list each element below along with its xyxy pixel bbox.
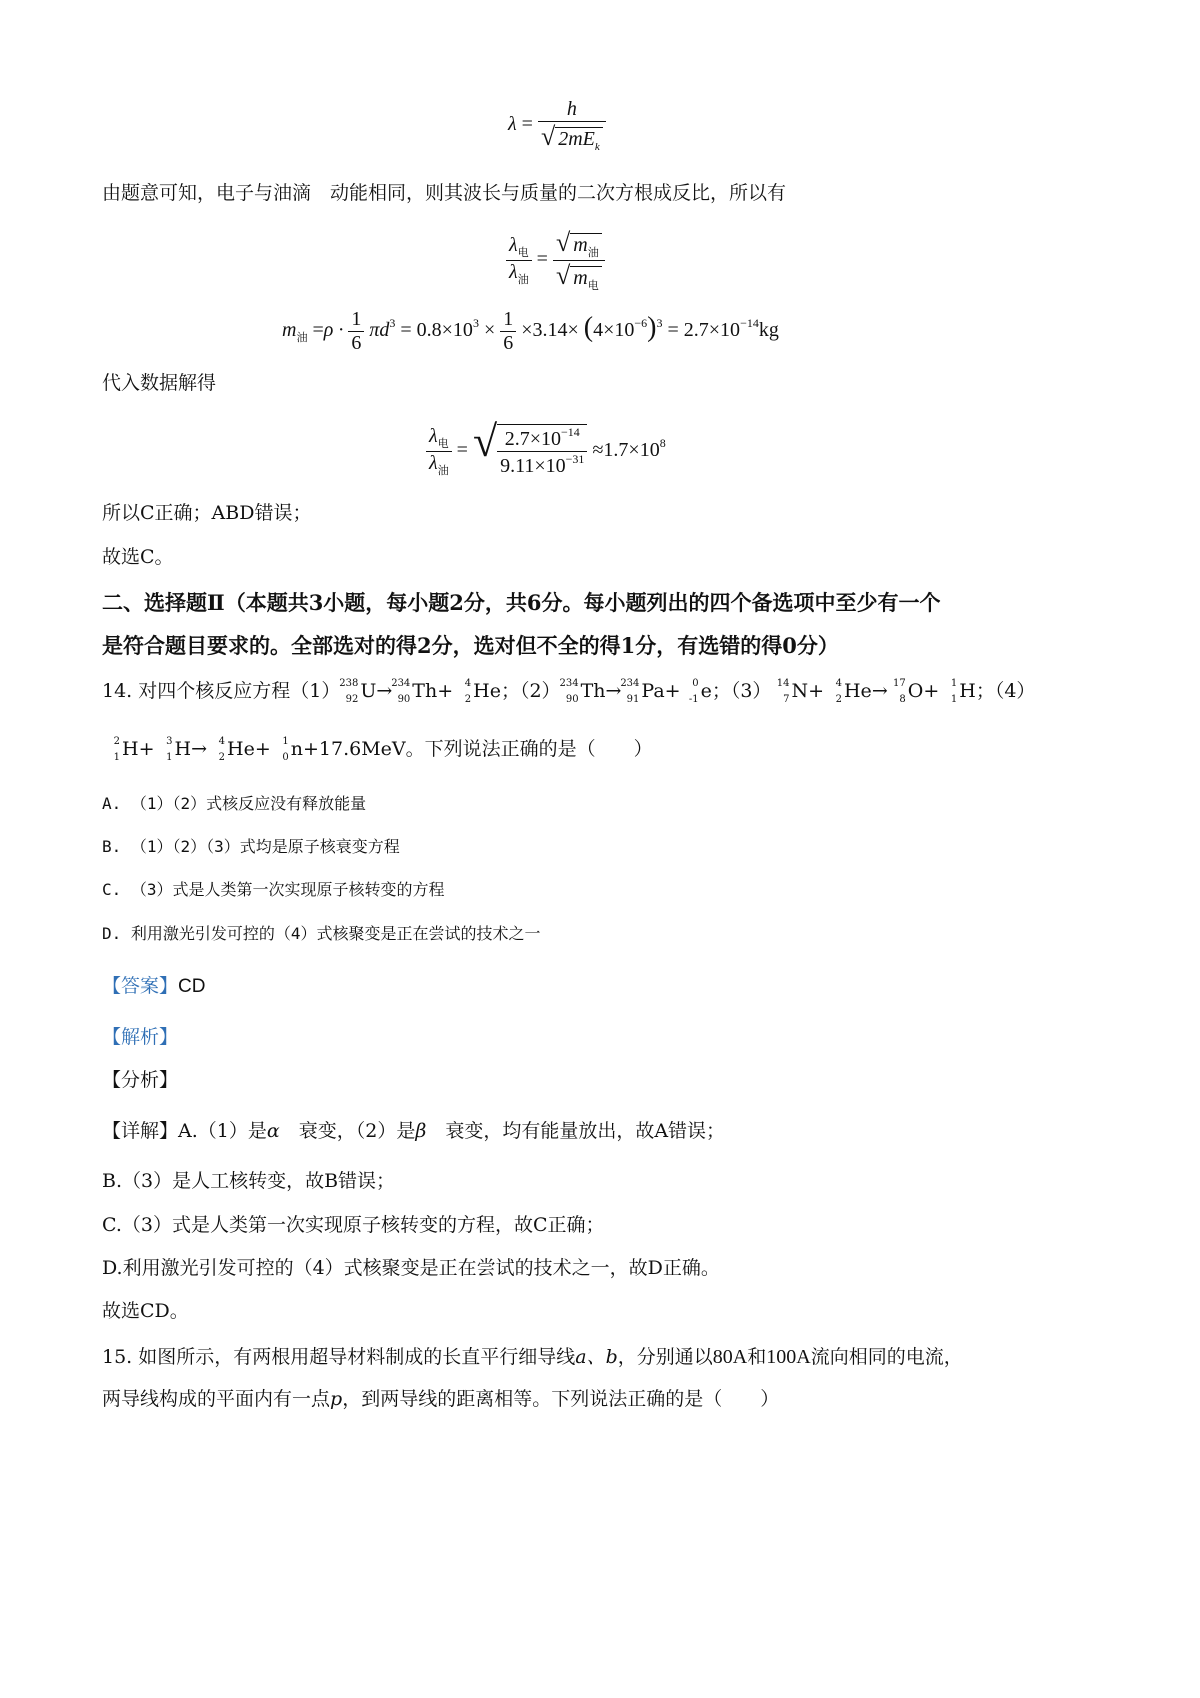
detail-c: C.（3）式是人类第一次实现原子核转变的方程，故C正确； (102, 1214, 605, 1236)
option-a: A. （1）（2）式核反应没有释放能量 (102, 794, 367, 813)
question-14-line2: 2 1 H+ 3 1 H→ 4 2 He+ 1 0 n+17.6MeV。下列说法正确的是（ ） (113, 736, 653, 763)
subscript-k: k (594, 141, 600, 153)
option-d: D. 利用激光引发可控的（4）式核聚变是正在尝试的技术之一 (102, 924, 541, 943)
formula-lambda: λ (508, 113, 517, 136)
numerator-h: h (538, 98, 606, 122)
formula-equals: = (521, 113, 533, 136)
paragraph-ratio: 由题意可知，电子与油滴 动能相同，则其波长与质量的二次方根成反比，所以有 (102, 182, 787, 204)
denominator-root: √ $2mE_k$ (538, 122, 606, 153)
fraction-lambda-ratio: $\frac{\lambda_电}{\lambda_油}$ (506, 234, 532, 287)
question-14-line1: 14. 对四个核反应方程（1） 238 92 U→ 234 90 Th+ 4 2 He；（2） 234 90 Th→ 234 91 Pa+ 0 -1 e；（3） 14 7 N+ 4 2 He→ 17 8 O+ 1 1 H；（4） (102, 678, 1036, 705)
detail-a: 【详解】A.（1）是α 衰变，（2）是β 衰变，均有能量放出，故A错误； (102, 1120, 726, 1142)
paragraph-c-correct: 所以C正确；ABD错误； (102, 502, 312, 524)
formula-wavelength (508, 98, 606, 153)
answer-tag: 【答案】 (102, 975, 179, 997)
formula-wavelength-ratio: $\frac{\lambda_电}{\lambda_油}$ = $\frac{√ m_油}{√ m_电}$ (506, 228, 605, 293)
answer-value: CD (178, 976, 206, 997)
fraction-h-over-root (538, 98, 606, 153)
section-heading-line1: 二、选择题Ⅱ（本题共3小题，每小题2分，共6分。每小题列出的四个备选项中至少有一个 (102, 590, 941, 615)
detail-choose-cd: 故选CD。 (102, 1300, 189, 1322)
root-2mek: 2mE (558, 128, 595, 150)
option-c: C. （3）式是人类第一次实现原子核转变的方程 (102, 880, 445, 899)
answer-line (102, 975, 205, 999)
question-15-line2: 两导线构成的平面内有一点p，到两导线的距离相等。下列说法正确的是（ ） (102, 1388, 780, 1410)
formula-ratio-result: $\frac{\lambda_电}{\lambda_油}$ = √ $\frac{2.7\times 10^{-14}}{9.11\times 10^{-31}}$ $\approx 1.7\times 10^8$ (426, 416, 666, 478)
question-15-line1: 15. 如图所示，有两根用超导材料制成的长直平行细导线a、b，分别通以80A和100A流向相同的电流， (102, 1346, 963, 1368)
fraction-mass-roots: $\frac{√ m_油}{√ m_电}$ (553, 228, 605, 293)
paragraph-substitute: 代入数据解得 (102, 372, 217, 394)
section-heading-line2: 是符合题目要求的。全部选对的得2分，选对但不全的得1分，有选错的得0分） (102, 633, 839, 658)
fenxi-tag: 【分析】 (102, 1069, 179, 1091)
paragraph-choose-c: 故选C。 (102, 546, 174, 568)
option-b: B. （1）（2）（3）式均是原子核衰变方程 (102, 837, 400, 856)
detail-d: D.利用激光引发可控的（4）式核聚变是正在尝试的技术之一，故D正确。 (102, 1257, 720, 1279)
detail-b: B.（3）是人工核转变，故B错误； (102, 1170, 396, 1192)
formula-oil-mass: $m_油 =\rho$ · $\frac{1}{6}$ $\pi d^3 = 0.8\times 10^3$ × $\frac{1}{6}$ $\times 3.14\times (4\times 10^{-6})^3 = 2.7\times 10^{-14}kg$ (282, 308, 779, 354)
analysis-tag: 【解析】 (102, 1026, 179, 1048)
